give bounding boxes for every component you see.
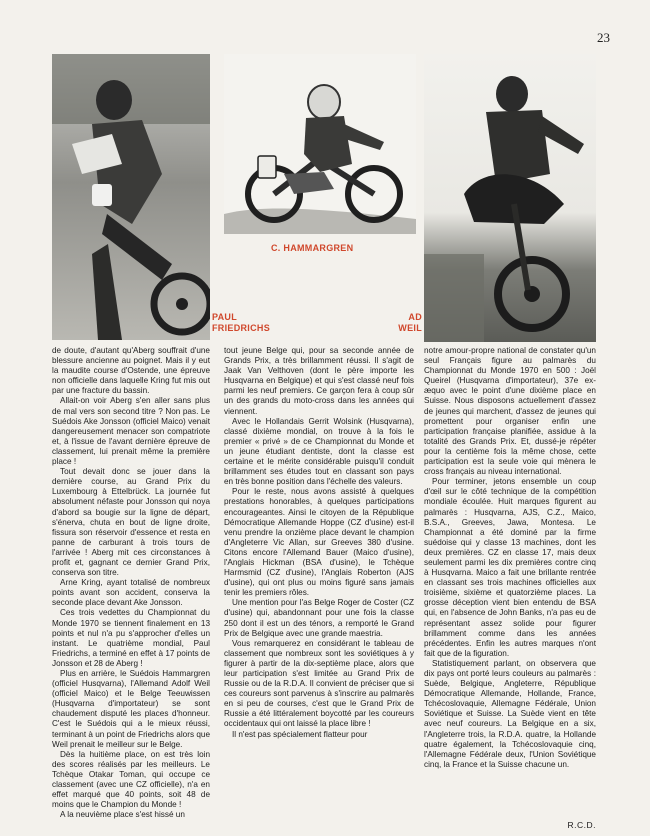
paragraph: Tout devait donc se jouer dans la dernière course, au Grand Prix du Luxembourg à Ettelbrück. La journée fut absolument néfaste pour Jonsson qui noya d'abord sa bougie sur la ligne de départ, s'énerva, chuta en bout de ligne droite, fissura son réservoir d'essence et resta en panne de carburant à trois tours de l'arrivée ! Aberg mit ces circonstances à profit et, gagnant ce dernier Grand Prix, conserva son titre. — [52, 467, 210, 578]
author-signature: R.C.D. — [567, 820, 596, 830]
photo-paul-friedrichs — [52, 54, 210, 340]
paragraph: Allait-on voir Aberg s'en aller sans plus de mal vers son second titre ? Non pas. Le Suédois Ake Jonsson (officiel Maico) venait dangereusement menacer son compatriote et, à l'issue de l'avant dernière épreuve de classement, lui prenait même la première place ! — [52, 396, 210, 467]
photo-c-hammargren — [224, 54, 416, 234]
paragraph: Plus en arrière, le Suédois Hammargren (officiel Husqvarna), l'Allemand Adolf Weil (officiel Maico) et le Belge Teeuwissen (Husqvarna d'importateur) se sont chaudement disputé les places d'honneur. C'est le Suédois qui a le mieux réussi, terminant à un point de Friedrichs alors que Weil prenait le meilleur sur le Belge. — [52, 669, 210, 749]
photo-ad-weil — [424, 54, 596, 342]
paragraph: Ces trois vedettes du Championnat du Monde 1970 se tiennent finalement en 13 points et nul n'a pu s'approcher d'elles un instant. Le quatrième mondial, Paul Friedrichs, a terminé en effet à 17 points de Jonsson et 28 de Aberg ! — [52, 608, 210, 668]
paragraph: A la neuvième place s'est hissé un — [60, 810, 185, 820]
article-column-1 — [52, 346, 210, 820]
article-column-2 — [224, 346, 414, 740]
paragraph: Une mention pour l'as Belge Roger de Coster (CZ d'usine) qui, abandonnant pour une fois la classe 250 dont il est un des ténors, a remporté le Grand Prix de Belgique avec une grande maestria. — [224, 598, 414, 638]
paragraph: Avec le Hollandais Gerrit Wolsink (Husqvarna), classé dixième mondial, on trouve à la fois le premier « privé » de ce Championnat du Monde et un jeune étudiant dentiste, dont la classe est certaine et le mérite considérable puisqu'il conduit brillamment ses études tout en classant son pays en très bonne position dans l'échelle des valeurs. — [224, 416, 414, 487]
caption-c-hammargren: C. HAMMARGREN — [271, 243, 354, 253]
article-column-3 — [424, 346, 596, 770]
paragraph: Il n'est pas spécialement flatteur pour — [232, 729, 368, 739]
paragraph: Vous remarquerez en considérant le tableau de classement que nombreux sont les soviétiques à y figurer à partir de la dix-septième place, alors que leur participation s'est limitée au Grand Prix de Russie ou de la R.D.A. Il convient de préciser que si ces coureurs sont parvenus à s'inscrire au palmarès en si peu de courses, c'est que le Grand Prix de Russie a été littéralement boycotté par les coureurs occidentaux qui ont laissé la place libre ! — [224, 638, 414, 729]
paragraph: Arne Kring, ayant totalisé de nombreux points avant son accident, conserva la seconde place devant Ake Jonsson. — [52, 578, 210, 608]
paragraph: Pour le reste, nous avons assisté à quelques prestations honorables, à quelques participations encourageantes. Ainsi le citoyen de la République Démocratique Allemande Hoppe (CZ d'usine) est-il venu prendre la onzième place devant le champion d'Angleterre Vic Allan, sur Greeves 380 d'usine. Citons encore l'Allemand Bauer (Maico d'usine), l'Anglais Hickman (BSA d'usine), le Tchèque Harmsmid (CZ d'usine), l'Anglais Roberton (AJS d'usine), qui ont plus ou moins figuré sans jamais tenir les premiers rôles. — [224, 487, 414, 598]
caption-line: FRIEDRICHS — [212, 323, 271, 333]
paragraph: tout jeune Belge qui, pour sa seconde année de Grands Prix, a très brillamment réussi. Il s'agit de Jaak Van Velthoven (dont le père importe les Husqvarna en Belgique) et qui s'est classé neuf fois parmi les neuf premiers. Ce garçon fera à coup sûr un des grands du moto-cross dans les années qui viennent. — [224, 346, 414, 416]
caption-paul-friedrichs — [212, 312, 270, 334]
caption-line: WEIL — [398, 323, 422, 333]
paragraph: Pour terminer, jetons ensemble un coup d'œil sur le côté technique de la compétition mondiale écoulée. Huit marques figurent au palmarès : Husqvarna, AJS, C.Z., Maico, B.S.A., Greeves, Jawa, Montesa. Le Championnat a été dominé par la firme suédoise qui y classe 13 machines, dont les deux premières. CZ en classe 17, mais deux seulement parmi les dix premières contre cinq à Husqvarna. Maico a fait une brillante rentrée en classant ses trois machines officielles aux troisième, sixième et quatorzième places. La grosse déception vient bien entendu de BSA qui, en l'absence de John Banks, n'a pas eu de représentant assez solide pour figurer brillamment comme dans les années précédentes. Enfin les autres marques n'ont fait que de la figuration. — [424, 477, 596, 658]
paragraph: Statistiquement parlant, on observera que dix pays ont porté leurs couleurs au palmarès : Suède, Belgique, Angleterre, République Démocratique Allemande, Hollande, France, Tchécoslovaquie, Allemagne Fédérale, Union Soviétique et Suisse. La Suède vient en tête avec neuf coureurs. La Belgique en a six, l'Angleterre trois, la R.D.A. quatre, la Hollande quatre également, la Tchécoslovaquie cinq, l'Allemagne Fédérale deux, l'Union Soviétique cinq, la France et la Suisse chacune un. — [424, 658, 596, 769]
paragraph: Dès la huitième place, on est très loin des scores réalisés par les meilleurs. Le Tchèque Otakar Toman, qui occupe ce classement (avec une CZ officielle), n'a en effet marqué que 40 points, soit 48 de moins que le Champion du Monde ! — [52, 749, 210, 810]
caption-line: PAUL — [212, 312, 238, 322]
caption-ad-weil — [384, 312, 422, 334]
paragraph: de doute, d'autant qu'Aberg souffrait d'une blessure ancienne au poignet. Mais il y eut la maudite course d'Ostende, une épreuve non officielle dans laquelle Kring fut mis out par une fracture du bassin. — [52, 346, 210, 396]
caption-line: AD — [408, 312, 422, 322]
page-number: 23 — [597, 30, 610, 45]
paragraph: notre amour-propre national de constater qu'un seul Français figure au palmarès du Championnat du Monde 1970 en 500 : Joël Queirel (Husqvarna d'importateur), 37e ex-æquo avec le point d'une dixième place en Suisse. Nous disposons actuellement d'assez de jeunes qui marchent, d'assez de jeunes qui promettent pour organiser enfin une participation française planifiée, assidue à la totalité des Grands Prix. Et, dussé-je répéter pour la centième fois la même chose, cette participation est la seule voie qui mènera le cross français au niveau international. — [424, 346, 596, 477]
